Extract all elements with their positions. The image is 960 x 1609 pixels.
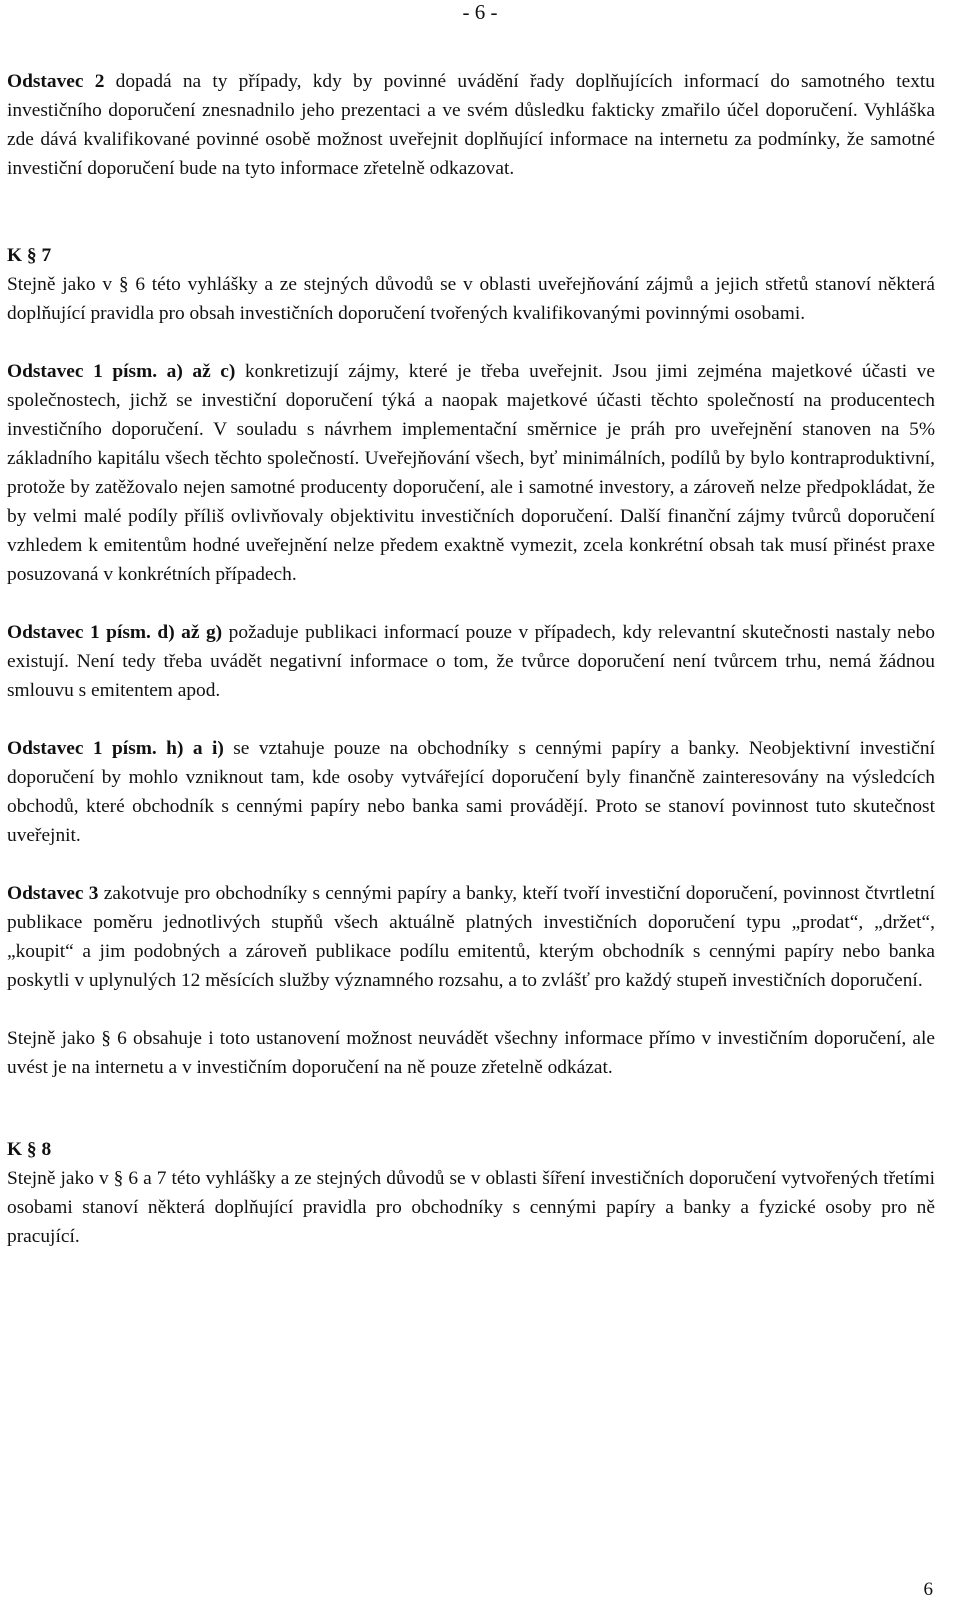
paragraph-k7-internet: Stejně jako § 6 obsahuje i toto ustanovení možnost neuvádět všechny informace přímo v investičním doporučení, ale uvést je na internetu a v investičním doporučení na ně pouze zřetelně odkázat. [7,1028,935,1078]
paragraph-lead: Odstavec 3 [7,883,99,904]
paragraph-text: konkretizují zájmy, které je třeba uveřejnit. Jsou jimi zejména majetkové účasti ve společnostech, jichž se investiční doporučení týká a naopak majetkové účasti těchto společností na producentech investičního doporučení. V souladu s návrhem implementační směrnice je práh pro uveřejnění stanoven na 5% základního kapitálu všech těchto společností. Uveřejňování všech, byť minimálních, podílů by bylo kontraproduktivní, protože by zatěžovalo nejen samotné producenty doporučení, ale i samotné investory, a zároveň nelze předpokládat, že by velmi malé podíly příliš ovlivňovaly objektivitu investičních doporučení. Další finanční zájmy tvůrců doporučení vzhledem k emitentům hodné uveřejnění nelze předem exaktně vymezit, zcela konkrétní obsah tak musí přinést praxe posuzovaná v konkrétních případech. [7,361,935,585]
paragraph-odstavec-2 [7,67,935,183]
paragraph-k7-odstavec-1-h-i [7,734,935,850]
document-body [7,67,935,1251]
paragraph-text: zakotvuje pro obchodníky s cennými papíry a banky, kteří tvoří investiční doporučení, povinnost čtvrtletní publikace poměru jednotlivých stupňů všech aktuálně platných investičních doporučení typu „prodat“, „držet“, „koupit“ a jim podobných a zároveň publikace podílu emitentů, kterým obchodník s cennými papíry nebo banka poskytli v uplynulých 12 měsících služby významného rozsahu, a to zvlášť pro každý stupeň investičních doporučení. [7,883,935,991]
paragraph-k8: Stejně jako v § 6 a 7 této vyhlášky a ze stejných důvodů se v oblasti šíření investičních doporučení vytvořených třetími osobami stanoví některá doplňující pravidla pro obchodníky s cennými papíry a banky a fyzické osoby pro ně pracující. [7,1168,935,1247]
paragraph-lead: Odstavec 2 [7,71,105,92]
paragraph-lead: Odstavec 1 písm. d) až g) [7,622,223,643]
section-heading-k8: K § 8 [7,1139,52,1160]
paragraph-k7-intro: Stejně jako v § 6 této vyhlášky a ze stejných důvodů se v oblasti uveřejňování zájmů a jejich střetů stanoví některá doplňující pravidla pro obsah investičních doporučení tvořených kvalifikovanými povinnými osobami. [7,274,935,324]
paragraph-lead: Odstavec 1 písm. a) až c) [7,361,236,382]
page-number-bottom: 6 [923,1579,933,1600]
paragraph-text: se vztahuje pouze na obchodníky s cennými papíry a banky. Neobjektivní investiční doporučení by mohlo vzniknout tam, kde osoby vytvářející doporučení byly finančně zainteresovány na výsledcích obchodů, které obchodník s cennými papíry nebo banka sami provádějí. Proto se stanoví povinnost tuto skutečnost uveřejnit. [7,738,935,846]
section-heading-k7: K § 7 [7,245,52,266]
paragraph-k7-odstavec-1-d-g [7,618,935,705]
paragraph-k7-odstavec-1-a-c [7,357,935,589]
paragraph-lead: Odstavec 1 písm. h) a i) [7,738,224,759]
paragraph-text: požaduje publikaci informací pouze v případech, kdy relevantní skutečnosti nastaly nebo existují. Není tedy třeba uvádět negativní informace o tom, že tvůrce doporučení není tvůrcem trhu, nemá žádnou smlouvu s emitentem apod. [7,622,935,701]
page-number-top: - 6 - [462,0,498,24]
paragraph-k7-odstavec-3 [7,879,935,995]
paragraph-text: dopadá na ty případy, kdy by povinné uvádění řady doplňujících informací do samotného textu investičního doporučení znesnadnilo jeho prezentaci a ve svém důsledku fakticky zmařilo účel doporučení. Vyhláška zde dává kvalifikované povinné osobě možnost uveřejnit doplňující informace na internetu za podmínky, že samotné investiční doporučení bude na tyto informace zřetelně odkazovat. [7,71,935,179]
